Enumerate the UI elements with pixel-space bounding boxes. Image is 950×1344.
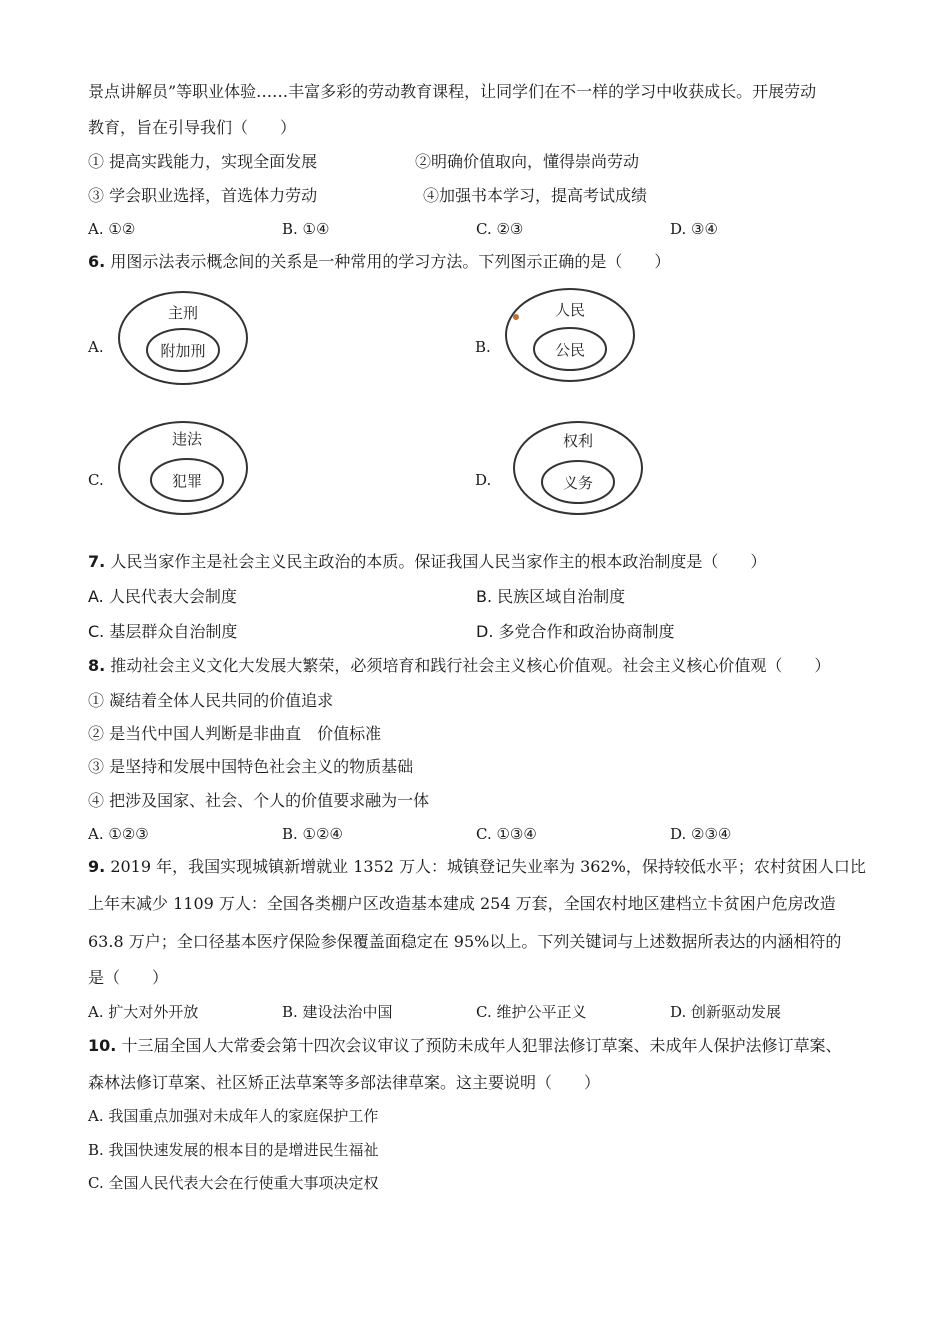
q9-stem-line1 xyxy=(88,857,866,877)
q8-stem xyxy=(88,656,830,676)
q8-option-d[interactable]: D. ②③④ xyxy=(670,825,732,843)
q7-option-b[interactable] xyxy=(476,587,625,607)
q10-text-line1: 十三届全国人大常委会第十四次会议审议了预防未成年人犯罪法修订草案、未成年人保护法修订草案、 xyxy=(121,1036,842,1055)
q7-stem xyxy=(88,552,766,572)
q9-option-b[interactable]: B. 建设法治中国 xyxy=(282,1003,393,1021)
q6-diagram-a-label[interactable]: A. xyxy=(88,338,104,356)
q8-text: 推动社会主义文化大发展大繁荣，必须培育和践行社会主义核心价值观。社会主义核心价值观（ ） xyxy=(110,656,831,675)
q6-diagram-c-inner: 犯罪 xyxy=(171,472,203,490)
q6-diagram-c-outer: 违法 xyxy=(171,430,203,448)
q7-option-c-text: 基层群众自治制度 xyxy=(109,622,238,641)
q5-option-c[interactable]: C. ②③ xyxy=(476,220,524,238)
q6-diagram-d-outer: 权利 xyxy=(562,432,594,450)
q7-option-c-key: C. xyxy=(88,622,105,641)
q5-statement-3: ③ 学会职业选择，首选体力劳动 xyxy=(88,186,318,205)
q7-option-b-text: 民族区域自治制度 xyxy=(497,587,626,606)
q9-stem-line2: 上年末减少 1109 万人：全国各类棚户区改造基本建成 254 万套，全国农村地区建档立卡贫困户危房改造 xyxy=(88,894,836,913)
q8-option-b[interactable]: B. ①②④ xyxy=(282,825,343,843)
q7-option-a-text: 人民代表大会制度 xyxy=(108,587,237,606)
q6-diagram-c-label[interactable]: C. xyxy=(88,471,104,489)
q6-diagram-d xyxy=(510,418,650,522)
q10-option-c[interactable]: C. 全国人民代表大会在行使重大事项决定权 xyxy=(88,1174,379,1192)
q5-stem-line1: 景点讲解员”等职业体验……丰富多彩的劳动教育课程，让同学们在不一样的学习中收获成长。开展劳动 xyxy=(88,82,817,101)
q6-diagram-b-outer: 人民 xyxy=(554,301,586,319)
q7-option-d[interactable] xyxy=(476,622,675,642)
q7-option-d-text: 多党合作和政治协商制度 xyxy=(498,622,675,641)
q6-diagram-a-outer: 主刑 xyxy=(167,304,199,322)
q10-stem-line1 xyxy=(88,1036,841,1056)
q6-number: 6. xyxy=(88,252,106,271)
q6-diagram-d-label[interactable]: D. xyxy=(475,471,492,489)
q7-option-d-key: D. xyxy=(476,622,494,641)
q9-option-c[interactable]: C. 维护公平正义 xyxy=(476,1003,587,1021)
q6-diagram-b-label[interactable]: B. xyxy=(475,338,491,356)
q7-number: 7. xyxy=(88,552,106,571)
q6-diagram-d-inner: 义务 xyxy=(562,474,594,492)
q7-text: 人民当家作主是社会主义民主政治的本质。保证我国人民当家作主的根本政治制度是（ ） xyxy=(110,552,767,571)
q6-diagram-b xyxy=(502,285,642,389)
q7-option-a-key: A. xyxy=(88,587,104,606)
q10-option-a[interactable]: A. 我国重点加强对未成年人的家庭保护工作 xyxy=(88,1107,379,1125)
q10-number: 10. xyxy=(88,1036,117,1055)
q8-number: 8. xyxy=(88,656,106,675)
marker-dot-icon xyxy=(513,314,519,320)
q5-stem-line2: 教育，旨在引导我们（ ） xyxy=(88,118,297,137)
q7-option-b-key: B. xyxy=(476,587,493,606)
q10-option-b[interactable]: B. 我国快速发展的根本目的是增进民生福祉 xyxy=(88,1141,379,1159)
q6-diagram-b-inner: 公民 xyxy=(554,341,586,359)
q5-option-d[interactable]: D. ③④ xyxy=(670,220,718,238)
q5-option-b[interactable]: B. ①④ xyxy=(282,220,330,238)
q8-statement-2: ② 是当代中国人判断是非曲直 价值标准 xyxy=(88,724,382,743)
q8-option-a[interactable]: A. ①②③ xyxy=(88,825,149,843)
q6-diagram-a xyxy=(115,288,255,392)
q9-text-line1: 2019 年，我国实现城镇新增就业 1352 万人：城镇登记失业率为 362%，保持较低水平；农村贫困人口比 xyxy=(110,857,866,876)
q8-statement-1: ① 凝结着全体人民共同的价值追求 xyxy=(88,691,334,710)
q9-option-d[interactable]: D. 创新驱动发展 xyxy=(670,1003,782,1021)
q7-option-c[interactable] xyxy=(88,622,237,642)
q6-text: 用图示法表示概念间的关系是一种常用的学习方法。下列图示正确的是（ ） xyxy=(110,252,671,271)
q6-diagram-c xyxy=(115,418,255,522)
q10-stem-line2: 森林法修订草案、社区矫正法草案等多部法律草案。这主要说明（ ） xyxy=(88,1073,601,1092)
q8-statement-3: ③ 是坚持和发展中国特色社会主义的物质基础 xyxy=(88,757,414,776)
q5-statement-4: ④加强书本学习，提高考试成绩 xyxy=(423,186,648,205)
q5-option-a[interactable]: A. ①② xyxy=(88,220,136,238)
q9-stem-line4: 是（ ） xyxy=(88,968,169,987)
q9-option-a[interactable]: A. 扩大对外开放 xyxy=(88,1003,199,1021)
q9-stem-line3: 63.8 万户；全口径基本医疗保险参保覆盖面稳定在 95%以上。下列关键词与上述数据所表达的内涵相符的 xyxy=(88,932,842,951)
q8-option-c[interactable]: C. ①③④ xyxy=(476,825,537,843)
q6-stem xyxy=(88,252,670,272)
q9-number: 9. xyxy=(88,857,106,876)
q7-option-a[interactable] xyxy=(88,587,237,607)
q6-diagram-a-inner: 附加刑 xyxy=(160,342,206,360)
q5-statement-1: ① 提高实践能力，实现全面发展 xyxy=(88,152,318,171)
q5-statement-2: ②明确价值取向，懂得崇尚劳动 xyxy=(415,152,640,171)
q8-statement-4: ④ 把涉及国家、社会、个人的价值要求融为一体 xyxy=(88,791,430,810)
